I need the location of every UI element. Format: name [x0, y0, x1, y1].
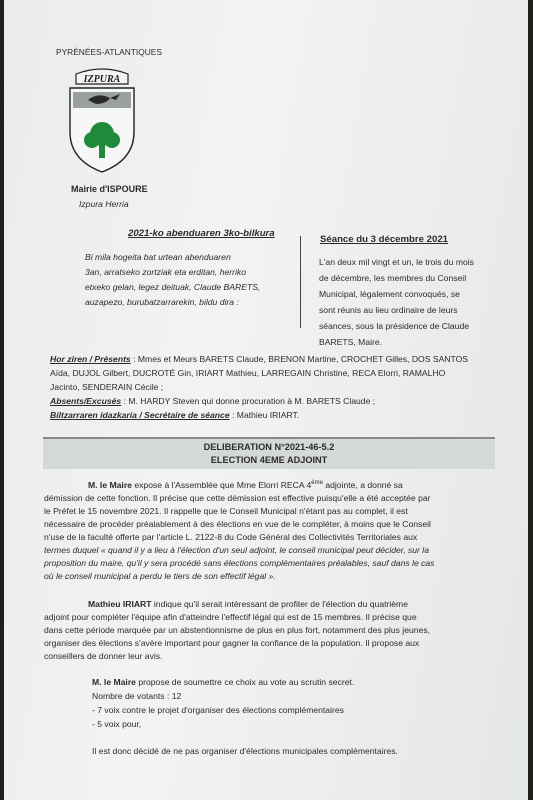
- basque-session-title: 2021-ko abenduaren 3ko-bilkura: [128, 228, 275, 239]
- secretary: [50, 409, 299, 421]
- deliberation-number: DELIBERATION N°2021-46-5.2: [203, 442, 335, 452]
- french-session-title: Séance du 3 décembre 2021: [320, 234, 448, 245]
- paragraph-1-quote-line: où le conseil municipal a perdu le tiers de son effectif légal ».: [44, 571, 276, 581]
- logo-text: IZPURA: [83, 74, 121, 85]
- french-session-line: Municipal, légalement convoqués, se: [319, 289, 460, 299]
- absent-members: [50, 395, 375, 407]
- mairie-name: Mairie d'ISPOURE: [71, 184, 148, 194]
- present-label: Hor ziren / Présents: [50, 354, 131, 364]
- present-members-line: Jacinto, SENDERAIN Cécile ;: [50, 382, 164, 392]
- document-page: [4, 0, 528, 800]
- secretary-text: : Mathieu IRIART.: [229, 410, 300, 420]
- paragraph-1-line: nécessaire de procéder préalablement à des élections en vue de le compléter, à moins que le Conseil: [44, 519, 431, 529]
- french-session-line: de décembre, les membres du Conseil: [319, 273, 467, 283]
- basque-session-line: Bi mila hogeita bat urtean abenduaren: [85, 252, 231, 262]
- french-session-line: L'an deux mil vingt et un, le trois du mois: [319, 257, 474, 267]
- french-session-line: BARETS, Maire.: [319, 337, 383, 347]
- column-divider: [300, 236, 301, 328]
- speaker-maire: M. le Maire: [88, 480, 132, 490]
- paragraph-1-line: démission de cette fonction. Il précise que cette démission est effective puisqu'elle a été acceptée par: [44, 493, 431, 503]
- paragraph-2-line: organiser des élections s'avère important pour gagner la confiance de la population. Il propose aux: [44, 638, 420, 648]
- paragraph-1-quote-line: proposition du maire, qu'il y sera procédé sans élections complémentaires préalables, sauf dans le cas: [44, 558, 435, 568]
- present-text: : Mmes et Meurs BARETS Claude, BRENON Martine, CROCHET Gilles, DOS SANTOS: [130, 354, 469, 364]
- present-members-line: Aïda, DUJOL Gilbert, DUCROTÉ Gin, IRIART Mathieu, LARREGAIN Christine, RECA Elorri, RAMALHO: [50, 368, 446, 378]
- absent-text: : M. HARDY Steven qui donne procuration à M. BARETS Claude ;: [121, 396, 376, 406]
- paragraph-1-quote-line: termes duquel « quand il y a lieu à l'élection d'un seul adjoint, le conseil municipal peut décider, sur la: [44, 545, 429, 555]
- paragraph-1-first-line: M. le Maire expose à l'Assemblée que Mme Elorri RECA 4ème adjointe, a donné sa: [88, 480, 403, 490]
- vote-against: - 7 voix contre le projet d'organiser des élections complémentaires: [92, 705, 344, 715]
- paragraph-1-line: n'use de la faculté offerte par l'article L. 2122-8 du Code Général des Collectivités Territoriales aux: [44, 532, 418, 542]
- vote-for: - 5 voix pour,: [92, 719, 142, 729]
- paragraph-2-line: dans cette période marquée par un abstentionnisme de plus en plus fort, notamment des plus jeunes,: [44, 625, 431, 635]
- department-name: PYRÉNÉES-ATLANTIQUES: [56, 47, 162, 57]
- vote-decision: Il est donc décidé de ne pas organiser d'élections municipales complémentaires.: [92, 746, 398, 756]
- speaker-maire-2: M. le Maire: [92, 677, 136, 687]
- deliberation-subject: ELECTION 4EME ADJOINT: [210, 455, 328, 465]
- paragraph-2-line: conseillers de donner leur avis.: [44, 651, 163, 661]
- speaker-iriart: Mathieu IRIART: [88, 599, 152, 609]
- absent-label: Absents/Excusés: [50, 396, 122, 406]
- herria-name: Izpura Herria: [79, 199, 129, 209]
- basque-session-line: 3an, arratseko zortziak eta erditan, herriko: [85, 267, 246, 277]
- french-session-line: sont réunis au lieu ordinaire de leurs: [319, 305, 458, 315]
- municipal-crest-logo: [62, 62, 142, 174]
- french-session-line: séances, sous la présidence de Claude: [319, 321, 470, 331]
- paragraph-2-first-line: Mathieu IRIART indique qu'il serait intéressant de profiter de l'élection du quatrième: [88, 599, 408, 609]
- secretary-label: Biltzarraren idazkaria / Secrétaire de séance: [50, 410, 230, 420]
- basque-session-line: etxeko gelan, legez deituak, Claude BARETS,: [85, 282, 261, 292]
- basque-session-line: auzapezo, burubatzarrarekin, bildu dira :: [85, 297, 239, 307]
- paragraph-1-line: le Préfet le 15 novembre 2021. Il rappelle que le Conseil Municipal n'étant pas au complet, il est: [44, 506, 408, 516]
- paragraph-3-first-line: M. le Maire propose de soumettre ce choix au vote au scrutin secret.: [92, 677, 355, 687]
- present-members: [50, 353, 468, 365]
- vote-count: Nombre de votants : 12: [92, 691, 182, 701]
- paragraph-2-line: adjoint pour compléter l'équipe afin d'atteindre l'effectif légal qui est de 15 membres. Il précise que: [44, 612, 417, 622]
